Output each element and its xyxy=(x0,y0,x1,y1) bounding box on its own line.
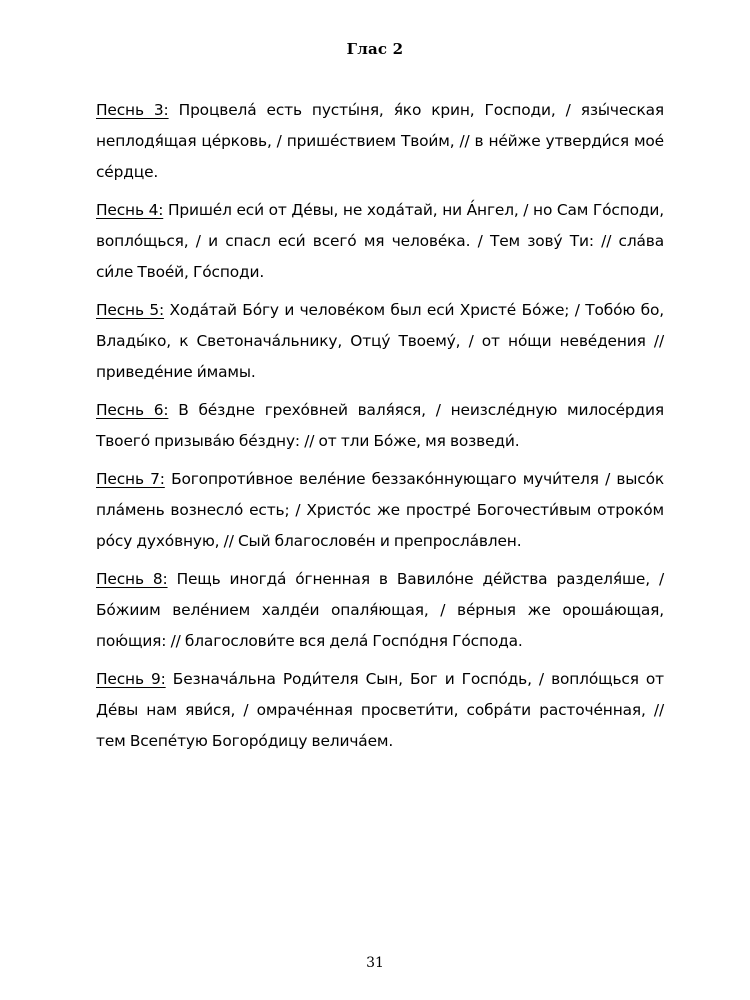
ode-text: Прише́л еси́ от Де́вы, не хода́тай, ни А́нгел, / но Сам Го́споди, вопло́щься, / и спасл еси́ всего́ мя челове́ка. / Тем зову́ Ти: // сла́ва си́ле Твое́й, Го́споди. xyxy=(96,201,664,281)
stanza-ode-9 xyxy=(96,664,664,757)
ode-text: Богопроти́вное веле́ние беззако́ннующаго мучи́теля / высо́к пла́мень вознесло́ есть; / Христо́с же простре́ Богочести́вым отроко́м ро́су духо́вную, // Сый благослове́н и препросла́влен. xyxy=(96,470,665,550)
page-number: 31 xyxy=(366,955,384,971)
ode-label: Песнь 8: xyxy=(96,570,168,588)
stanza-ode-4 xyxy=(96,195,664,288)
ode-text: Пещь иногда́ о́гненная в Вавило́не де́йства разделя́ше, / Бо́жиим веле́нием халде́и опаля́ющая, / ве́рныя же ороша́ющая, пою́щия: // благослови́те вся дела́ Госпо́дня Го́спода. xyxy=(96,570,664,650)
ode-text: Процвела́ есть пусты́ня, я́ко крин, Господи, / язы́ческая неплодя́щая це́рковь, / прише́ствием Твои́м, // в не́йже утверди́ся мое́ се́рдце. xyxy=(96,101,664,181)
stanza-ode-8 xyxy=(96,564,664,657)
ode-label: Песнь 5: xyxy=(96,301,165,319)
ode-text: В бе́здне грехо́вней валя́яся, / неизсле́дную милосе́рдия Твоего́ призыва́ю бе́здну: // от тли Бо́же, мя возведи́. xyxy=(96,401,664,450)
ode-label: Песнь 4: xyxy=(96,201,164,219)
ode-label: Песнь 7: xyxy=(96,470,165,488)
ode-text: Хода́тай Бо́гу и челове́ком был еси́ Христе́ Бо́же; / Тобо́ю бо, Влады́ко, к Светонача́льнику, Отцу́ Твоему́, / от но́щи неве́дения // приведе́ние и́мамы. xyxy=(96,301,664,381)
page-header-title: Глас 2 xyxy=(346,40,404,58)
ode-label: Песнь 3: xyxy=(96,101,169,119)
stanza-ode-5 xyxy=(96,295,664,388)
canon-text-body xyxy=(96,95,664,764)
stanza-ode-3 xyxy=(96,95,664,188)
ode-label: Песнь 9: xyxy=(96,670,166,688)
ode-text: Безнача́льна Роди́теля Сын, Бог и Госпо́дь, / вопло́щься от Де́вы нам яви́ся, / омраче́нная просвети́ти, собра́ти расточе́нная, // тем Всепе́тую Богоро́дицу велича́ем. xyxy=(96,670,664,750)
stanza-ode-6 xyxy=(96,395,664,457)
stanza-ode-7 xyxy=(96,464,664,557)
ode-label: Песнь 6: xyxy=(96,401,169,419)
